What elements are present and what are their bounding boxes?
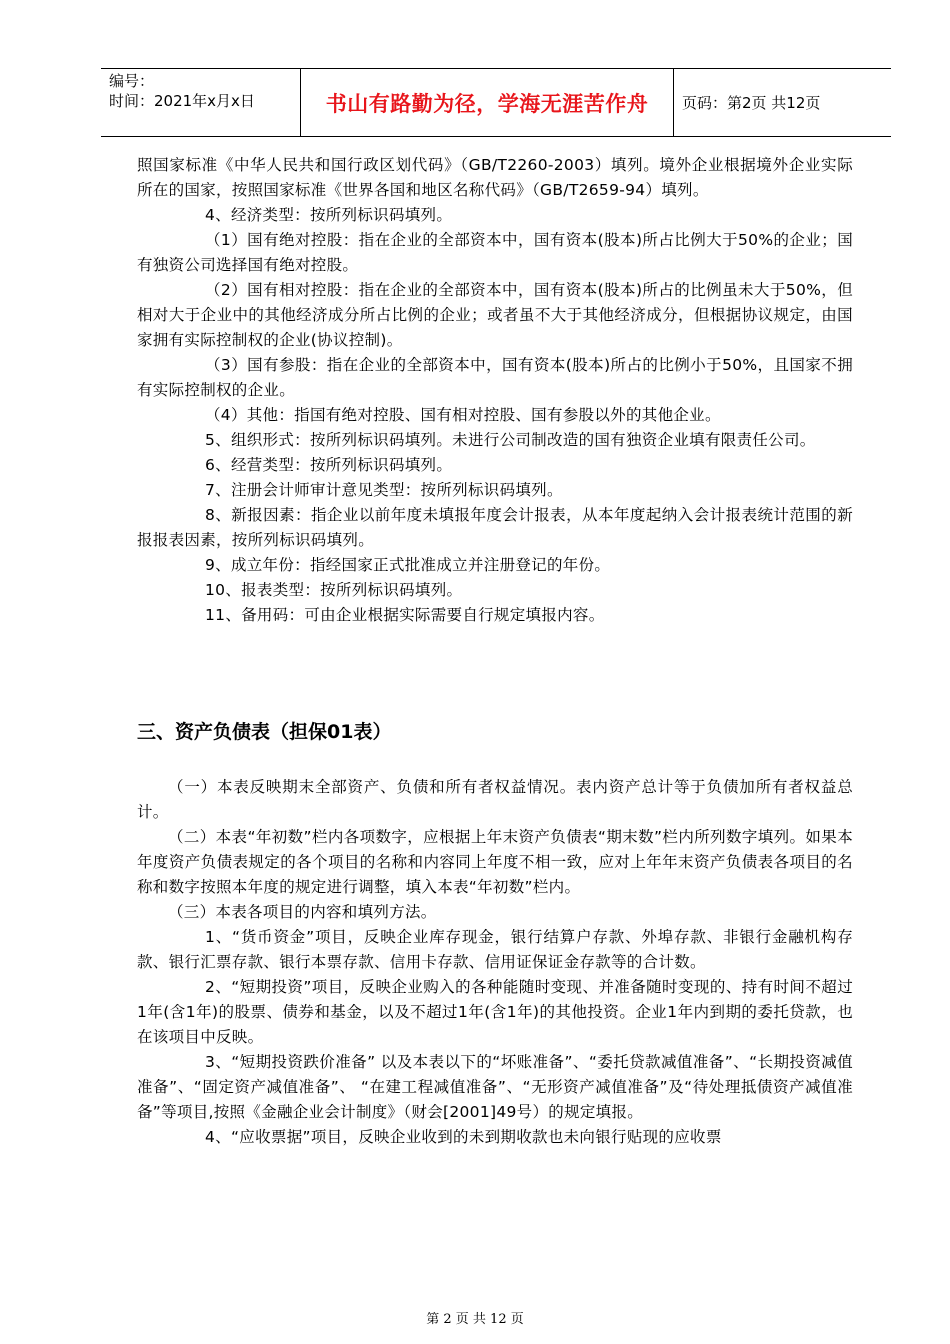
paragraph: 10、报表类型：按所列标识码填列。 <box>205 581 463 599</box>
paragraph: （一）本表反映期末全部资产、负债和所有者权益情况。表内资产总计等于负债加所有者权益总计。 <box>137 778 853 821</box>
paragraph: 5、组织形式：按所列标识码填列。未进行公司制改造的国有独资企业填有限责任公司。 <box>205 431 816 449</box>
paragraph: 2、“短期投资”项目，反映企业购入的各种能随时变现、并准备随时变现的、持有时间不超过1年(含1年)的股票、债券和基金，以及不超过1年(含1年)的其他投资。企业1年内到期的委托贷款，也在该项目中反映。 <box>137 978 853 1046</box>
paragraph: （1）国有绝对控股：指在企业的全部资本中，国有资本(股本)所占比例大于50%的企业；国有独资公司选择国有绝对控股。 <box>137 231 853 274</box>
paragraph: 6、经营类型：按所列标识码填列。 <box>205 456 453 474</box>
paragraph: 4、“应收票据”项目，反映企业收到的未到期收款也未向银行贴现的应收票 <box>205 1128 722 1146</box>
paragraph: （2）国有相对控股：指在企业的全部资本中，国有资本(股本)所占的比例虽未大于50%，但相对大于企业中的其他经济成分所占比例的企业；或者虽不大于其他经济成分，但根据协议规定，由国家拥有实际控制权的企业(协议控制)。 <box>137 281 853 349</box>
paragraph: （3）国有参股：指在企业的全部资本中，国有资本(股本)所占的比例小于50%，且国家不拥有实际控制权的企业。 <box>137 356 853 399</box>
header-motto: 书山有路勤为径，学海无涯苦作舟 <box>301 69 674 136</box>
paragraph: （二）本表“年初数”栏内各项数字，应根据上年末资产负债表“期末数”栏内所列数字填列。如果本年度资产负债表规定的各个项目的名称和内容同上年度不相一致，应对上年年末资产负债表各项目的名称和数字按照本年度的规定进行调整，填入本表“年初数”栏内。 <box>137 828 853 896</box>
header-page-number: 页码：第2页 共12页 <box>682 94 821 112</box>
paragraph: 照国家标准《中华人民共和国行政区划代码》（GB/T2260-2003）填列。境外企业根据境外企业实际所在的国家，按照国家标准《世界各国和地区名称代码》（GB/T2659-94）填列。 <box>137 156 853 199</box>
page-header <box>101 68 891 137</box>
paragraph: （4）其他：指国有绝对控股、国有相对控股、国有参股以外的其他企业。 <box>205 406 721 424</box>
paragraph: 9、成立年份：指经国家正式批准成立并注册登记的年份。 <box>205 556 611 574</box>
paragraph: 3、“短期投资跌价准备” 以及本表以下的“坏账准备”、“委托贷款减值准备”、“长期投资减值准备”、“固定资产减值准备”、 “在建工程减值准备”、“无形资产减值准备”及“待处理抵债资产减值准备”等项目,按照《金融企业会计制度》（财会[2001]49号）的规定填报。 <box>137 1053 853 1121</box>
paragraph: 4、经济类型：按所列标识码填列。 <box>205 206 453 224</box>
document-time-label: 时间：2021年x月x日 <box>109 92 255 110</box>
paragraph: 11、备用码：可由企业根据实际需要自行规定填报内容。 <box>205 606 605 624</box>
paragraph: （三）本表各项目的内容和填列方法。 <box>168 903 437 921</box>
body-text-top <box>137 153 853 628</box>
page-footer: 第 2 页 共 12 页 <box>426 1312 524 1327</box>
paragraph: 1、“货币资金”项目，反映企业库存现金，银行结算户存款、外埠存款、非银行金融机构存款、银行汇票存款、银行本票存款、信用卡存款、信用证保证金存款等的合计数。 <box>137 928 853 971</box>
paragraph: 7、注册会计师审计意见类型：按所列标识码填列。 <box>205 481 563 499</box>
document-code-label: 编号： <box>109 72 155 90</box>
section-heading: 三、资产负债表（担保01表） <box>137 721 392 743</box>
paragraph: 8、新报因素：指企业以前年度未填报年度会计报表，从本年度起纳入会计报表统计范围的新报报表因素，按所列标识码填列。 <box>137 506 853 549</box>
header-meta <box>101 69 301 136</box>
body-text-bottom <box>137 775 853 1150</box>
